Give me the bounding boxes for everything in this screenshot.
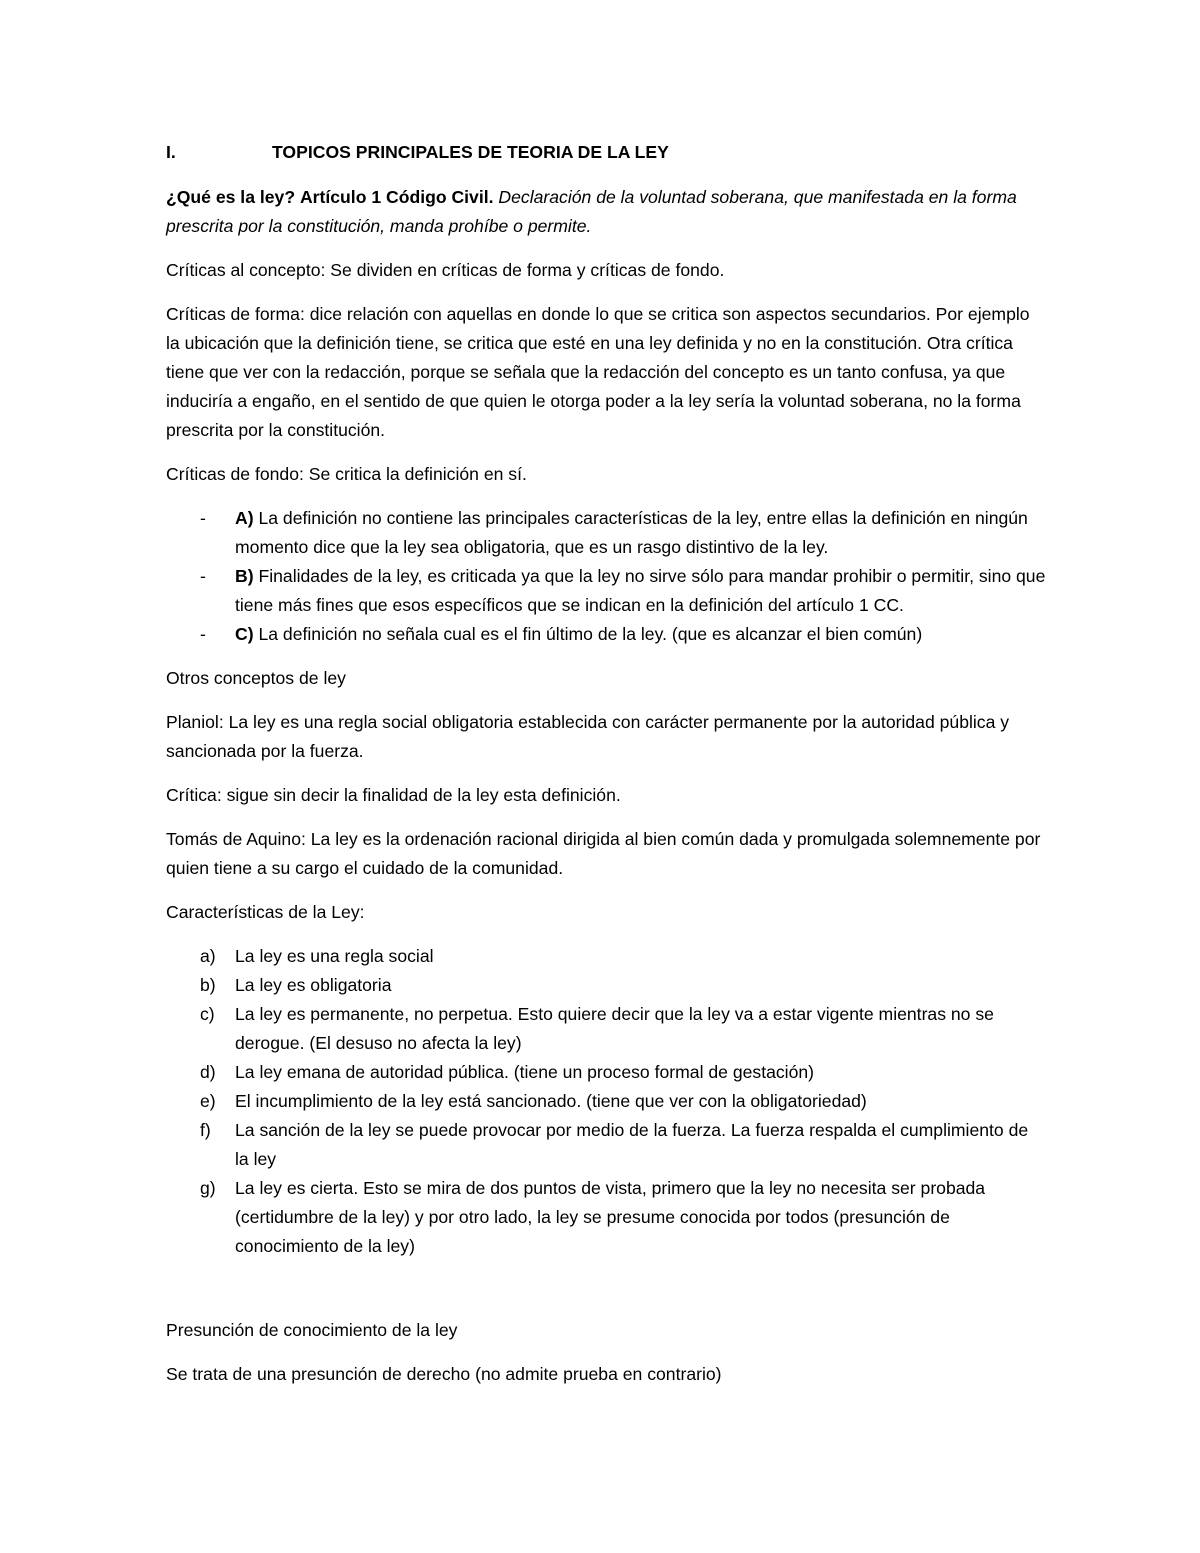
item-text: El incumplimiento de la ley está sancionado. (tiene que ver con la obligatoriedad) [235, 1091, 867, 1111]
item-text: La ley emana de autoridad pública. (tiene un proceso formal de gestación) [235, 1062, 814, 1082]
list-marker: e) [200, 1091, 216, 1111]
definition-paragraph [166, 183, 1046, 241]
item-text: La ley es permanente, no perpetua. Esto quiere decir que la ley va a estar vigente mientras no se derogue. (El desuso no afecta la ley) [235, 1004, 994, 1053]
list-marker: f) [200, 1120, 211, 1140]
caracteristicas-list [166, 942, 1046, 1261]
list-item [166, 942, 1046, 971]
list-marker: - [200, 508, 206, 528]
fondo-list [166, 504, 1046, 649]
presuncion-heading: Presunción de conocimiento de la ley [166, 1320, 458, 1340]
item-text: La ley es cierta. Esto se mira de dos puntos de vista, primero que la ley no necesita ser probada (certidumbre de la ley) y por otro lado, la ley se presume conocida por todos (presunción de conocimiento de la ley) [235, 1178, 986, 1256]
list-item [166, 504, 1046, 562]
list-item [166, 1087, 1046, 1116]
list-item [166, 620, 1046, 649]
list-item [166, 562, 1046, 620]
otros-conceptos-heading: Otros conceptos de ley [166, 668, 346, 688]
list-item [166, 1174, 1046, 1261]
blank-line [166, 1276, 1046, 1316]
item-text: La definición no contiene las principales características de la ley, entre ellas la definición en ningún momento dice que la ley sea obligatoria, que es un rasgo distintivo de la ley. [235, 508, 1028, 557]
criticas-fondo-paragraph: Críticas de fondo: Se critica la definición en sí. [166, 464, 527, 484]
caracteristicas-heading: Características de la Ley: [166, 902, 365, 922]
item-text: La ley es una regla social [235, 946, 434, 966]
list-marker: b) [200, 975, 216, 995]
list-marker: - [200, 566, 206, 586]
list-marker: a) [200, 946, 216, 966]
criticas-concepto-paragraph: Críticas al concepto: Se dividen en críticas de forma y críticas de fondo. [166, 260, 725, 280]
criticas-forma-paragraph: Críticas de forma: dice relación con aquellas en donde lo que se critica son aspectos secundarios. Por ejemplo la ubicación que la definición tiene, se critica que esté en una ley definida y no en la constitución. Otra crítica tiene que ver con la redacción, porque se señala que la redacción del concepto es un tanto confusa, ya que induciría a engaño, en el sentido de que quien le otorga poder a la ley sería la voluntad soberana, no la forma prescrita por la constitución. [166, 304, 1030, 440]
item-label: A) [235, 508, 254, 528]
tomas-paragraph: Tomás de Aquino: La ley es la ordenación racional dirigida al bien común dada y promulgada solemnemente por quien tiene a su cargo el cuidado de la comunidad. [166, 829, 1041, 878]
definition-text: Declaración de la voluntad soberana, que manifestada en la forma prescrita por la constitución, manda prohíbe o permite. [166, 187, 1017, 236]
definition-reference: Artículo 1 Código Civil. [299, 187, 494, 207]
section-heading [166, 138, 1046, 167]
item-text: La sanción de la ley se puede provocar por medio de la fuerza. La fuerza respalda el cumplimiento de la ley [235, 1120, 1029, 1169]
definition-question: ¿Qué es la ley? [166, 187, 296, 207]
section-number: I. [166, 142, 176, 162]
critica-paragraph: Crítica: sigue sin decir la finalidad de la ley esta definición. [166, 785, 621, 805]
item-label: B) [235, 566, 254, 586]
list-item [166, 971, 1046, 1000]
list-item [166, 1000, 1046, 1058]
document-page [166, 138, 1046, 1404]
list-marker: c) [200, 1004, 215, 1024]
item-label: C) [235, 624, 254, 644]
item-text: Finalidades de la ley, es criticada ya que la ley no sirve sólo para mandar prohibir o permitir, sino que tiene más fines que esos específicos que se indican en la definición del artículo 1 CC. [235, 566, 1046, 615]
planiol-paragraph: Planiol: La ley es una regla social obligatoria establecida con carácter permanente por la autoridad pública y sancionada por la fuerza. [166, 712, 1010, 761]
list-marker: d) [200, 1062, 216, 1082]
section-title: TOPICOS PRINCIPALES DE TEORIA DE LA LEY [272, 142, 669, 162]
presuncion-paragraph: Se trata de una presunción de derecho (no admite prueba en contrario) [166, 1364, 722, 1384]
list-marker: - [200, 624, 206, 644]
item-text: La definición no señala cual es el fin último de la ley. (que es alcanzar el bien común) [253, 624, 923, 644]
item-text: La ley es obligatoria [235, 975, 392, 995]
list-item [166, 1116, 1046, 1174]
list-item [166, 1058, 1046, 1087]
list-marker: g) [200, 1178, 216, 1198]
